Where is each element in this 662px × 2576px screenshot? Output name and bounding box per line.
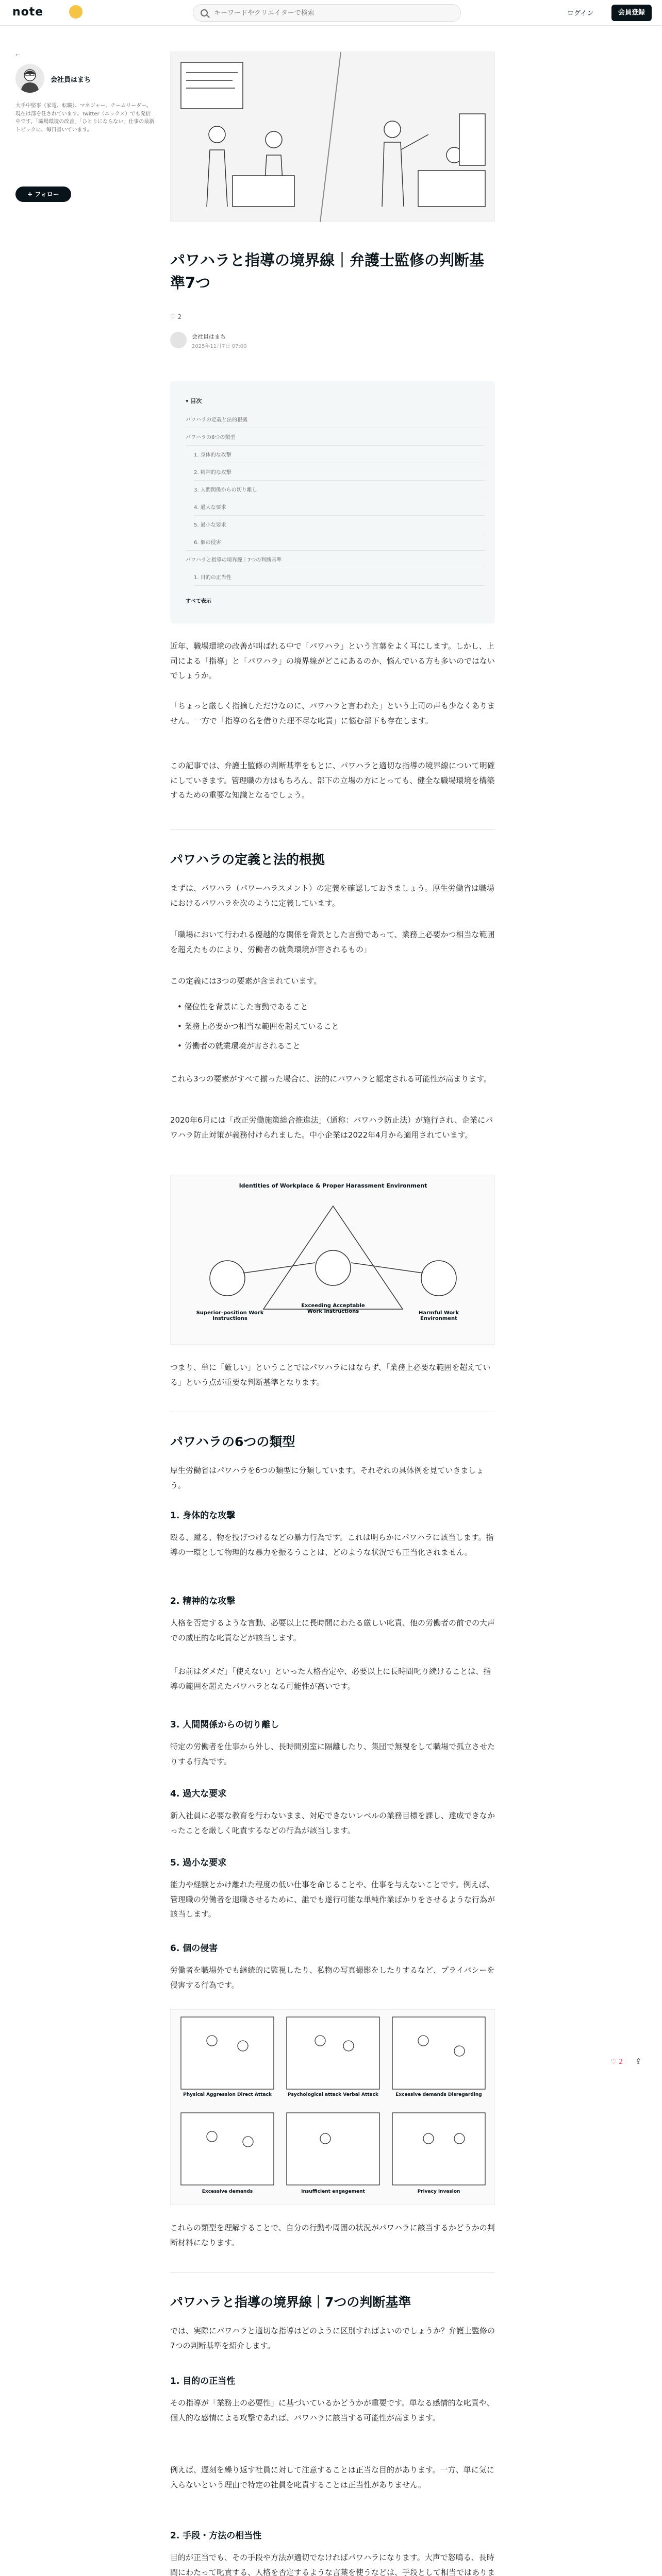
subsection-heading: 5. 過小な要求 <box>170 1858 227 1868</box>
avatar-illustration <box>15 64 44 93</box>
floating-like-count: 2 <box>618 2058 623 2066</box>
floating-like-button[interactable] <box>610 2058 623 2066</box>
heart-icon: ♡ <box>170 313 178 320</box>
figure-title: Identities of Workplace & Proper Harassment Environment <box>239 1182 427 1189</box>
section-heading: パワハラの定義と法的根拠 <box>170 852 325 867</box>
paragraph: 例えば、遅刻を繰り返す社員に対して注意することは正当な目的があります。一方、単に気に入らないという理由で特定の社員を叱責することは正当性がありません。 <box>170 2465 494 2489</box>
subsection-heading: 1. 目的の正当性 <box>170 2376 236 2386</box>
figure-label: Psychological attack Verbal Attack <box>288 2092 378 2097</box>
toc-divider <box>194 480 485 481</box>
section-heading: パワハラの6つの類型 <box>170 1434 295 1449</box>
paragraph: 人格を否定するような言動、必要以上に長時間にわたる厳しい叱責、他の労働者の前での大声での威圧的な叱責などが該当します。 <box>170 1618 495 1642</box>
author-bio: 大手中堅事（家電、転職）、マネジャー、チームリーダー。現在は部を任されています。Twitter（エックス）でも発信中です。「職場環境の改善」「ひとりにならない」仕事の最新トピックに、毎日書いています。 <box>15 103 155 133</box>
logo-mascot-icon <box>69 5 82 19</box>
paragraph: これらの類型を理解することで、自分の行動や周囲の状況がパワハラに該当するかどうかの判断材料になります。 <box>170 2223 495 2247</box>
publish-date: 2025年11月7日 07:00 <box>192 344 247 349</box>
like-count: 2 <box>177 313 182 320</box>
toc-divider <box>194 515 485 516</box>
hero-illustration <box>170 52 495 222</box>
paragraph: 「お前はダメだ」「使えない」といった人格否定や、必要以上に長時間叱り続けることは、指導の範囲を超えたパワハラとなる可能性が高いです。 <box>170 1667 491 1691</box>
bullet-item: • 労働者の就業環境が害されること <box>177 1041 301 1050</box>
follow-button[interactable] <box>15 187 71 202</box>
author-avatar[interactable] <box>15 64 44 93</box>
figure-label: Insufficient engagement <box>301 2189 365 2194</box>
paragraph: 2020年6月には「改正労働施策総合推進法」（通称：パワハラ防止法）が施行され、企業にパワハラ防止対策が義務付けられました。中小企業は2022年4月から適用されています。 <box>170 1115 493 1140</box>
figure-label: Harmful Work Environment <box>419 1310 459 1321</box>
intro-paragraph: 近年、職場環境の改善が叫ばれる中で「パワハラ」という言葉をよく耳にします。しかし、上司による「指導」と「パワハラ」の境界線がどこにあるのか、悩んでいる方も多いのではないでしょうか。 <box>170 641 495 680</box>
paragraph: まずは、パワハラ（パワーハラスメント）の定義を確認しておきましょう。厚生労働省は職場におけるパワハラを次のように定義しています。 <box>170 884 494 908</box>
search-input[interactable] <box>214 8 451 18</box>
paragraph: その指導が「業務上の必要性」に基づいているかどうかが重要です。単なる感情的な叱責や、個人的な感情による攻撃であれば、パワハラに該当する可能性が高まります。 <box>170 2398 494 2422</box>
bullet-item: • 業務上必要かつ相当な範囲を超えていること <box>177 1022 339 1031</box>
figure-label: Excessive demands Disregarding <box>395 2092 482 2097</box>
bullet-text: 優位性を背景にした言動であること <box>184 1002 308 1011</box>
paragraph: 能力や経験とかけ離れた程度の低い仕事を命じることや、仕事を与えないことです。例えば、管理職の労働者を退職させるために、誰でも遂行可能な単純作業ばかりをさせるような行為が該当します。 <box>170 1880 495 1919</box>
subsection-heading: 1. 身体的な攻撃 <box>170 1511 236 1521</box>
paragraph: 労働者を職場外でも継続的に監視したり、私物の写真撮影をしたりするなど、プライバシーを侵害する行為です。 <box>170 1965 495 1990</box>
share-icon[interactable]: ⇪ <box>635 2057 642 2066</box>
search-icon <box>201 9 208 16</box>
hero-image-drawing <box>171 52 495 222</box>
section-divider <box>170 2272 495 2273</box>
figure-label: Privacy invasion <box>417 2189 460 2194</box>
byline-avatar[interactable] <box>170 332 187 348</box>
toc-item[interactable]: パワハラの6つの類型 <box>186 435 236 440</box>
section-heading: パワハラと指導の境界線｜7つの判断基準 <box>170 2295 411 2310</box>
subsection-heading: 2. 手段・方法の相当性 <box>170 2531 262 2541</box>
intro-paragraph: 「ちょっと厳しく指摘しただけなのに、パワハラと言われた」という上司の声も少なくありません。一方で「指導の名を借りた理不尽な叱責」に悩む部下も存在します。 <box>170 701 495 725</box>
toc-divider <box>194 585 485 586</box>
toc-item[interactable]: 6. 個の侵害 <box>194 540 221 546</box>
toc-item[interactable]: 5. 過小な要求 <box>194 522 226 528</box>
toc-divider <box>186 550 485 551</box>
section-divider <box>170 829 495 830</box>
quote-paragraph: 「職場において行われる優越的な関係を背景とした言動であって、業務上必要かつ相当な範囲を超えたものにより、労働者の就業環境が害されるもの」 <box>170 930 495 954</box>
toc-show-all-button[interactable]: すべて表示 <box>186 599 211 604</box>
paragraph: 特定の労働者を仕事から外し、長時間別室に隔離したり、集団で無視をして職場で孤立させたりする行為です。 <box>170 1742 495 1766</box>
note-logo[interactable]: note <box>12 6 44 19</box>
toc-heading[interactable]: ▾ 目次 <box>186 398 202 404</box>
signup-button[interactable]: 会員登録 <box>611 5 652 21</box>
toc-item[interactable]: 1. 目的の正当性 <box>194 575 231 581</box>
toc-item[interactable]: 2. 精神的な攻撃 <box>194 470 231 476</box>
back-arrow-icon[interactable]: ← <box>15 52 21 58</box>
login-link[interactable]: ログイン <box>567 10 594 18</box>
figure-label: Superior-position Work Instructions <box>196 1310 264 1321</box>
bullet-text: 労働者の就業環境が害されること <box>184 1041 301 1050</box>
article-title: パワハラと指導の境界線｜弁護士監修の判断基準7つ <box>170 251 485 292</box>
table-of-contents <box>170 381 495 623</box>
figure-label: Excessive demands <box>202 2189 253 2194</box>
bullet-item: • 優位性を背景にした言動であること <box>177 1002 308 1011</box>
like-counter[interactable] <box>170 313 181 320</box>
paragraph: つまり、単に「厳しい」ということではパワハラにはならず、「業務上必要な範囲を超えている」という点が重要な判断基準となります。 <box>170 1363 491 1387</box>
paragraph: この定義には3つの要素が含まれています。 <box>170 976 322 986</box>
heart-icon: ♡ <box>610 2058 619 2066</box>
site-header <box>0 0 662 26</box>
toc-item[interactable]: 4. 過大な要求 <box>194 505 226 511</box>
six-types-drawing <box>171 2010 495 2206</box>
toc-item[interactable]: 1. 身体的な攻撃 <box>194 452 231 458</box>
toc-divider <box>186 445 485 446</box>
intro-paragraph: この記事では、弁護士監修の判断基準をもとに、パワハラと適切な指導の境界線について明確にしていきます。管理職の方はもちろん、部下の立場の方にとっても、健全な職場環境を構築するための重要な知識となるでしょう。 <box>170 761 495 800</box>
subsection-heading: 4. 過大な要求 <box>170 1789 227 1799</box>
toc-item[interactable]: パワハラと指導の境界線｜7つの判断基準 <box>186 557 282 563</box>
follow-plus-icon: + <box>27 191 35 198</box>
subsection-heading: 6. 個の侵害 <box>170 1943 218 1954</box>
bullet-text: 業務上必要かつ相当な範囲を超えていること <box>184 1022 339 1031</box>
definition-figure <box>170 1175 495 1345</box>
six-types-figure <box>170 2009 495 2205</box>
paragraph: 新入社員に必要な教育を行わないまま、対応できないレベルの業務目標を課し、達成できなかったことを厳しく叱責するなどの行為が該当します。 <box>170 1811 495 1835</box>
follow-label: フォロー <box>35 191 59 198</box>
author-name[interactable]: 会社員はまち <box>51 76 91 84</box>
paragraph: 殴る、蹴る、物を投げつけるなどの暴力行為です。これは明らかにパワハラに該当します。指導の一環として物理的な暴力を振るうことは、どのような状況でも正当化されません。 <box>170 1533 494 1557</box>
toc-item[interactable]: パワハラの定義と法的根拠 <box>186 417 247 423</box>
toc-item[interactable]: 3. 人間関係からの切り離し <box>194 487 257 493</box>
subsection-heading: 2. 精神的な攻撃 <box>170 1596 236 1606</box>
paragraph: 厚生労働省はパワハラを6つの類型に分類しています。それぞれの具体例を見ていきましょう。 <box>170 1466 484 1490</box>
paragraph: 目的が正当でも、その手段や方法が適切でなければパワハラになります。大声で怒鳴る、長時間にわたって叱責する、人格を否定するような言葉を使うなどは、手段として相当ではありま <box>170 2553 495 2576</box>
search-box[interactable] <box>193 4 461 22</box>
figure-label: Physical Aggression Direct Attack <box>183 2092 272 2097</box>
subsection-heading: 3. 人間関係からの切り離し <box>170 1720 279 1730</box>
paragraph: これら3つの要素がすべて揃った場合に、法的にパワハラと認定される可能性が高まります。 <box>170 1074 492 1083</box>
paragraph: では、実際にパワハラと適切な指導はどのように区別すればよいのでしょうか？弁護士監修の7つの判断基準を紹介します。 <box>170 2326 495 2350</box>
figure-label: Exceeding Acceptable Work Instructions <box>301 1303 365 1314</box>
toc-heading-label: 目次 <box>190 398 202 404</box>
byline-author[interactable]: 会社員はまち <box>192 333 226 340</box>
